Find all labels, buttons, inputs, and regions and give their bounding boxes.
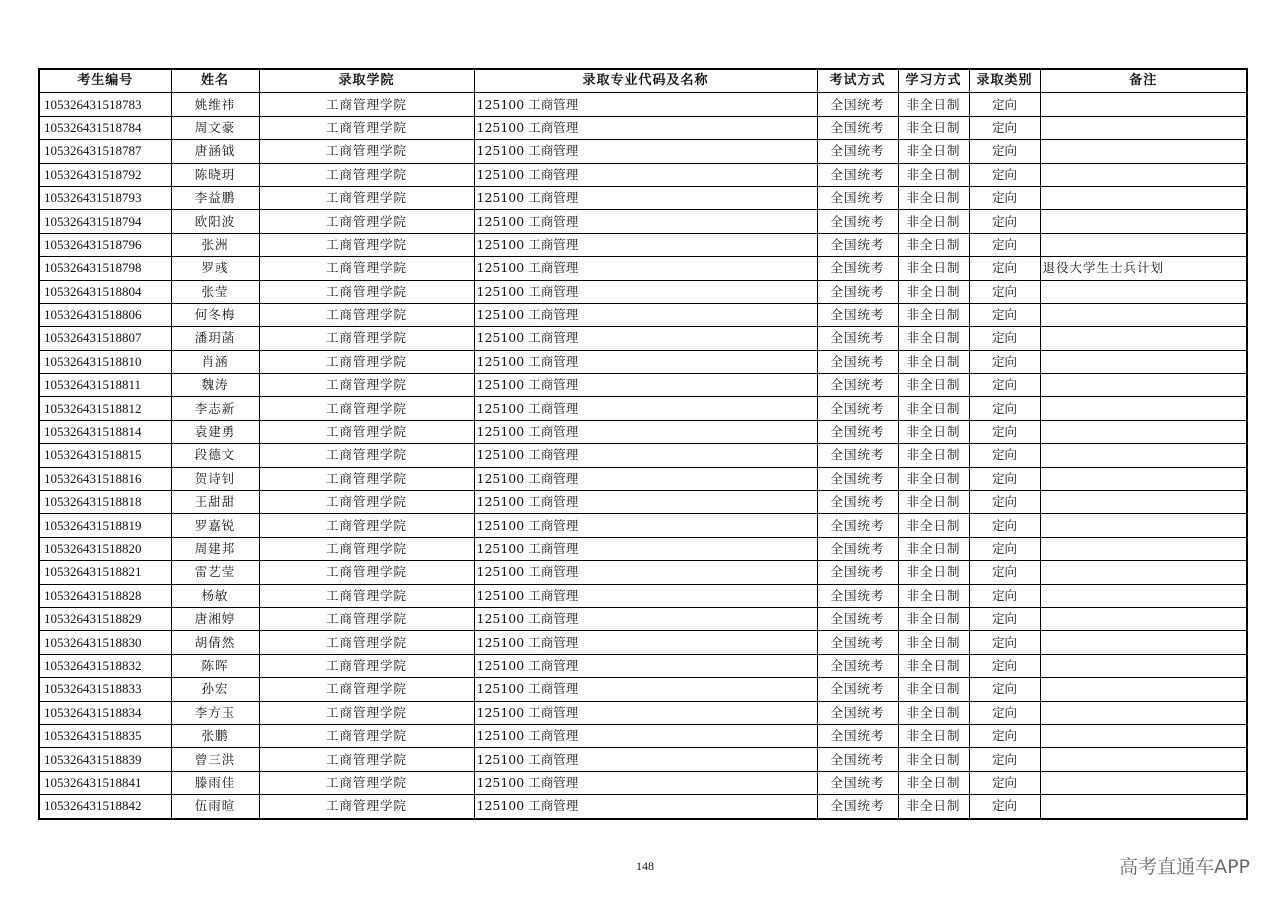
college-cell: 工商管理学院 [259,186,474,209]
admission-type-cell: 定向 [969,420,1040,443]
admission-type-cell: 定向 [969,163,1040,186]
study-mode-cell: 非全日制 [898,678,969,701]
admission-type-cell: 定向 [969,607,1040,630]
candidate-id-cell: 105326431518798 [39,257,171,280]
table-row [39,584,1247,607]
table-row [39,280,1247,303]
table-row [39,561,1247,584]
remarks-cell [1040,233,1247,256]
college-cell: 工商管理学院 [259,327,474,350]
college-cell: 工商管理学院 [259,631,474,654]
major-cell: 125100 工商管理 [474,537,817,560]
study-mode-cell: 非全日制 [898,327,969,350]
page-number: 148 [636,859,654,873]
remarks-cell [1040,303,1247,326]
major-cell: 125100 工商管理 [474,607,817,630]
name-cell: 何冬梅 [171,303,259,326]
exam-mode-cell: 全国统考 [817,163,898,186]
exam-mode-cell: 全国统考 [817,93,898,116]
admission-type-cell: 定向 [969,584,1040,607]
candidate-id-cell: 105326431518792 [39,163,171,186]
remarks-cell [1040,701,1247,724]
admission-type-cell: 定向 [969,631,1040,654]
admission-table [38,68,1248,820]
remarks-cell [1040,397,1247,420]
admission-type-cell: 定向 [969,257,1040,280]
name-cell: 魏涛 [171,374,259,397]
admission-type-cell: 定向 [969,724,1040,747]
table-row [39,233,1247,256]
major-cell: 125100 工商管理 [474,303,817,326]
major-cell: 125100 工商管理 [474,748,817,771]
remarks-cell [1040,771,1247,794]
admission-type-cell: 定向 [969,771,1040,794]
remarks-cell [1040,795,1247,819]
header-exam-mode: 考试方式 [817,69,898,93]
name-cell: 罗嘉锐 [171,514,259,537]
table-row [39,795,1247,819]
remarks-cell [1040,654,1247,677]
major-cell: 125100 工商管理 [474,514,817,537]
exam-mode-cell: 全国统考 [817,607,898,630]
major-cell: 125100 工商管理 [474,654,817,677]
name-cell: 滕雨佳 [171,771,259,794]
exam-mode-cell: 全国统考 [817,210,898,233]
study-mode-cell: 非全日制 [898,467,969,490]
remarks-cell [1040,584,1247,607]
major-cell: 125100 工商管理 [474,584,817,607]
college-cell: 工商管理学院 [259,724,474,747]
study-mode-cell: 非全日制 [898,444,969,467]
admission-type-cell: 定向 [969,701,1040,724]
exam-mode-cell: 全国统考 [817,467,898,490]
name-cell: 王甜甜 [171,491,259,514]
college-cell: 工商管理学院 [259,350,474,373]
exam-mode-cell: 全国统考 [817,444,898,467]
table-row [39,631,1247,654]
remarks-cell [1040,514,1247,537]
major-cell: 125100 工商管理 [474,257,817,280]
remarks-cell [1040,140,1247,163]
remarks-cell [1040,537,1247,560]
table-row [39,303,1247,326]
study-mode-cell: 非全日制 [898,537,969,560]
remarks-cell [1040,420,1247,443]
remarks-cell [1040,210,1247,233]
table-row [39,771,1247,794]
table-row [39,374,1247,397]
table-row [39,748,1247,771]
exam-mode-cell: 全国统考 [817,186,898,209]
exam-mode-cell: 全国统考 [817,584,898,607]
header-name: 姓名 [171,69,259,93]
table-row [39,186,1247,209]
major-cell: 125100 工商管理 [474,186,817,209]
college-cell: 工商管理学院 [259,280,474,303]
college-cell: 工商管理学院 [259,140,474,163]
watermark: 高考直通车APP [1119,856,1250,878]
admission-type-cell: 定向 [969,186,1040,209]
major-cell: 125100 工商管理 [474,140,817,163]
table-row [39,654,1247,677]
remarks-cell [1040,280,1247,303]
table-row [39,678,1247,701]
name-cell: 罗彧 [171,257,259,280]
study-mode-cell: 非全日制 [898,795,969,819]
study-mode-cell: 非全日制 [898,584,969,607]
major-cell: 125100 工商管理 [474,420,817,443]
study-mode-cell: 非全日制 [898,210,969,233]
table-body [39,93,1247,819]
college-cell: 工商管理学院 [259,397,474,420]
exam-mode-cell: 全国统考 [817,374,898,397]
exam-mode-cell: 全国统考 [817,140,898,163]
candidate-id-cell: 105326431518784 [39,116,171,139]
study-mode-cell: 非全日制 [898,163,969,186]
study-mode-cell: 非全日制 [898,140,969,163]
header-remarks: 备注 [1040,69,1247,93]
college-cell: 工商管理学院 [259,444,474,467]
study-mode-cell: 非全日制 [898,701,969,724]
exam-mode-cell: 全国统考 [817,350,898,373]
admission-type-cell: 定向 [969,233,1040,256]
admission-type-cell: 定向 [969,678,1040,701]
major-cell: 125100 工商管理 [474,397,817,420]
remarks-cell [1040,350,1247,373]
college-cell: 工商管理学院 [259,491,474,514]
study-mode-cell: 非全日制 [898,631,969,654]
major-cell: 125100 工商管理 [474,771,817,794]
college-cell: 工商管理学院 [259,795,474,819]
study-mode-cell: 非全日制 [898,303,969,326]
major-cell: 125100 工商管理 [474,701,817,724]
major-cell: 125100 工商管理 [474,491,817,514]
major-cell: 125100 工商管理 [474,631,817,654]
study-mode-cell: 非全日制 [898,374,969,397]
major-cell: 125100 工商管理 [474,724,817,747]
name-cell: 潘玥菡 [171,327,259,350]
exam-mode-cell: 全国统考 [817,771,898,794]
college-cell: 工商管理学院 [259,210,474,233]
college-cell: 工商管理学院 [259,163,474,186]
admission-type-cell: 定向 [969,280,1040,303]
study-mode-cell: 非全日制 [898,491,969,514]
major-cell: 125100 工商管理 [474,444,817,467]
candidate-id-cell: 105326431518833 [39,678,171,701]
study-mode-cell: 非全日制 [898,514,969,537]
admission-type-cell: 定向 [969,748,1040,771]
name-cell: 肖涵 [171,350,259,373]
candidate-id-cell: 105326431518804 [39,280,171,303]
exam-mode-cell: 全国统考 [817,701,898,724]
admission-type-cell: 定向 [969,397,1040,420]
table-row [39,467,1247,490]
admission-type-cell: 定向 [969,350,1040,373]
header-admission-type: 录取类别 [969,69,1040,93]
exam-mode-cell: 全国统考 [817,748,898,771]
study-mode-cell: 非全日制 [898,350,969,373]
candidate-id-cell: 105326431518806 [39,303,171,326]
college-cell: 工商管理学院 [259,233,474,256]
header-candidate-id: 考生编号 [39,69,171,93]
major-cell: 125100 工商管理 [474,374,817,397]
college-cell: 工商管理学院 [259,537,474,560]
candidate-id-cell: 105326431518820 [39,537,171,560]
table-row [39,116,1247,139]
college-cell: 工商管理学院 [259,420,474,443]
remarks-cell [1040,748,1247,771]
exam-mode-cell: 全国统考 [817,420,898,443]
name-cell: 唐湘婷 [171,607,259,630]
candidate-id-cell: 105326431518812 [39,397,171,420]
study-mode-cell: 非全日制 [898,724,969,747]
college-cell: 工商管理学院 [259,116,474,139]
study-mode-cell: 非全日制 [898,607,969,630]
study-mode-cell: 非全日制 [898,233,969,256]
study-mode-cell: 非全日制 [898,561,969,584]
exam-mode-cell: 全国统考 [817,303,898,326]
candidate-id-cell: 105326431518830 [39,631,171,654]
major-cell: 125100 工商管理 [474,795,817,819]
name-cell: 张莹 [171,280,259,303]
candidate-id-cell: 105326431518794 [39,210,171,233]
exam-mode-cell: 全国统考 [817,397,898,420]
candidate-id-cell: 105326431518829 [39,607,171,630]
college-cell: 工商管理学院 [259,748,474,771]
table-row [39,210,1247,233]
admission-type-cell: 定向 [969,537,1040,560]
candidate-id-cell: 105326431518815 [39,444,171,467]
study-mode-cell: 非全日制 [898,280,969,303]
remarks-cell [1040,163,1247,186]
candidate-id-cell: 105326431518842 [39,795,171,819]
college-cell: 工商管理学院 [259,607,474,630]
remarks-cell [1040,327,1247,350]
candidate-id-cell: 105326431518834 [39,701,171,724]
header-study-mode: 学习方式 [898,69,969,93]
remarks-cell [1040,607,1247,630]
exam-mode-cell: 全国统考 [817,795,898,819]
table-row [39,93,1247,116]
candidate-id-cell: 105326431518819 [39,514,171,537]
admission-type-cell: 定向 [969,654,1040,677]
exam-mode-cell: 全国统考 [817,724,898,747]
name-cell: 曾三洪 [171,748,259,771]
remarks-cell [1040,678,1247,701]
candidate-id-cell: 105326431518811 [39,374,171,397]
name-cell: 周建邦 [171,537,259,560]
admission-type-cell: 定向 [969,491,1040,514]
admission-type-cell: 定向 [969,93,1040,116]
exam-mode-cell: 全国统考 [817,280,898,303]
major-cell: 125100 工商管理 [474,233,817,256]
remarks-cell [1040,116,1247,139]
college-cell: 工商管理学院 [259,771,474,794]
college-cell: 工商管理学院 [259,374,474,397]
exam-mode-cell: 全国统考 [817,537,898,560]
study-mode-cell: 非全日制 [898,116,969,139]
table-row [39,724,1247,747]
table-row [39,514,1247,537]
college-cell: 工商管理学院 [259,514,474,537]
remarks-cell [1040,467,1247,490]
college-cell: 工商管理学院 [259,678,474,701]
name-cell: 周文豪 [171,116,259,139]
table-row [39,140,1247,163]
exam-mode-cell: 全国统考 [817,561,898,584]
candidate-id-cell: 105326431518835 [39,724,171,747]
name-cell: 张洲 [171,233,259,256]
name-cell: 李益鹏 [171,186,259,209]
table-row [39,607,1247,630]
admission-type-cell: 定向 [969,210,1040,233]
exam-mode-cell: 全国统考 [817,514,898,537]
remarks-cell [1040,93,1247,116]
candidate-id-cell: 105326431518787 [39,140,171,163]
candidate-id-cell: 105326431518783 [39,93,171,116]
candidate-id-cell: 105326431518821 [39,561,171,584]
candidate-id-cell: 105326431518810 [39,350,171,373]
candidate-id-cell: 105326431518818 [39,491,171,514]
college-cell: 工商管理学院 [259,701,474,724]
remarks-cell [1040,186,1247,209]
remarks-cell [1040,724,1247,747]
name-cell: 胡倩然 [171,631,259,654]
admission-type-cell: 定向 [969,514,1040,537]
candidate-id-cell: 105326431518839 [39,748,171,771]
remarks-cell [1040,491,1247,514]
table-row [39,420,1247,443]
college-cell: 工商管理学院 [259,93,474,116]
name-cell: 张鹏 [171,724,259,747]
header-major: 录取专业代码及名称 [474,69,817,93]
major-cell: 125100 工商管理 [474,210,817,233]
remarks-cell [1040,631,1247,654]
major-cell: 125100 工商管理 [474,467,817,490]
name-cell: 杨敏 [171,584,259,607]
exam-mode-cell: 全国统考 [817,233,898,256]
admission-type-cell: 定向 [969,467,1040,490]
name-cell: 李志新 [171,397,259,420]
college-cell: 工商管理学院 [259,561,474,584]
table-row [39,327,1247,350]
college-cell: 工商管理学院 [259,257,474,280]
name-cell: 姚维祎 [171,93,259,116]
major-cell: 125100 工商管理 [474,163,817,186]
name-cell: 伍雨暄 [171,795,259,819]
admission-type-cell: 定向 [969,795,1040,819]
name-cell: 雷艺莹 [171,561,259,584]
name-cell: 贺诗钊 [171,467,259,490]
candidate-id-cell: 105326431518841 [39,771,171,794]
candidate-id-cell: 105326431518793 [39,186,171,209]
admission-type-cell: 定向 [969,374,1040,397]
table-row [39,701,1247,724]
table-row [39,491,1247,514]
name-cell: 孙宏 [171,678,259,701]
admission-type-cell: 定向 [969,116,1040,139]
admission-type-cell: 定向 [969,140,1040,163]
candidate-id-cell: 105326431518816 [39,467,171,490]
name-cell: 欧阳波 [171,210,259,233]
name-cell: 陈晖 [171,654,259,677]
college-cell: 工商管理学院 [259,584,474,607]
admission-type-cell: 定向 [969,561,1040,584]
candidate-id-cell: 105326431518807 [39,327,171,350]
major-cell: 125100 工商管理 [474,280,817,303]
name-cell: 陈晓玥 [171,163,259,186]
remarks-cell [1040,561,1247,584]
remarks-cell [1040,374,1247,397]
name-cell: 李方玉 [171,701,259,724]
admission-type-cell: 定向 [969,444,1040,467]
college-cell: 工商管理学院 [259,467,474,490]
table-row [39,163,1247,186]
table-row [39,537,1247,560]
remarks-cell: 退役大学生士兵计划 [1040,257,1247,280]
college-cell: 工商管理学院 [259,654,474,677]
table-row [39,444,1247,467]
study-mode-cell: 非全日制 [898,748,969,771]
study-mode-cell: 非全日制 [898,420,969,443]
major-cell: 125100 工商管理 [474,350,817,373]
table-row [39,257,1247,280]
study-mode-cell: 非全日制 [898,257,969,280]
admission-type-cell: 定向 [969,327,1040,350]
candidate-id-cell: 105326431518832 [39,654,171,677]
exam-mode-cell: 全国统考 [817,491,898,514]
study-mode-cell: 非全日制 [898,771,969,794]
major-cell: 125100 工商管理 [474,678,817,701]
header-college: 录取学院 [259,69,474,93]
candidate-id-cell: 105326431518828 [39,584,171,607]
exam-mode-cell: 全国统考 [817,631,898,654]
table-row [39,350,1247,373]
study-mode-cell: 非全日制 [898,186,969,209]
exam-mode-cell: 全国统考 [817,678,898,701]
candidate-id-cell: 105326431518814 [39,420,171,443]
name-cell: 袁建勇 [171,420,259,443]
study-mode-cell: 非全日制 [898,93,969,116]
major-cell: 125100 工商管理 [474,93,817,116]
remarks-cell [1040,444,1247,467]
exam-mode-cell: 全国统考 [817,257,898,280]
major-cell: 125100 工商管理 [474,116,817,139]
exam-mode-cell: 全国统考 [817,327,898,350]
college-cell: 工商管理学院 [259,303,474,326]
table-row [39,397,1247,420]
study-mode-cell: 非全日制 [898,397,969,420]
major-cell: 125100 工商管理 [474,561,817,584]
name-cell: 段德文 [171,444,259,467]
study-mode-cell: 非全日制 [898,654,969,677]
exam-mode-cell: 全国统考 [817,654,898,677]
admission-type-cell: 定向 [969,303,1040,326]
name-cell: 唐涵钺 [171,140,259,163]
major-cell: 125100 工商管理 [474,327,817,350]
candidate-id-cell: 105326431518796 [39,233,171,256]
header-row [39,69,1247,93]
exam-mode-cell: 全国统考 [817,116,898,139]
